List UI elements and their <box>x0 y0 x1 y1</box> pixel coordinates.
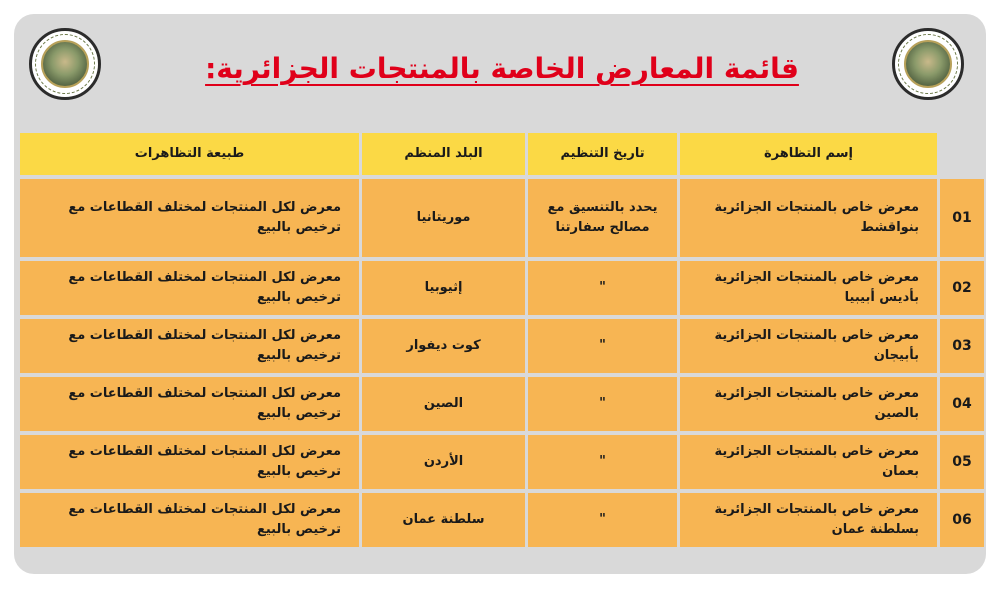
organizing-country-cell: موريتانيا <box>362 179 525 257</box>
event-name-cell: معرض خاص بالمنتجات الجزائرية بعمان <box>680 435 937 489</box>
organization-date-cell: " <box>528 377 677 431</box>
row-number: 05 <box>940 435 984 489</box>
seal-emblem <box>41 40 89 88</box>
row-number: 03 <box>940 319 984 373</box>
event-name-cell: معرض خاص بالمنتجات الجزائرية بنواقشط <box>680 179 937 257</box>
seal-emblem <box>904 40 952 88</box>
header-event-name: إسم التظاهرة <box>680 133 937 175</box>
event-nature-cell: معرض لكل المنتجات لمختلف القطاعات مع ترخيص بالبيع <box>20 261 359 315</box>
organizing-country-cell: الأردن <box>362 435 525 489</box>
emblem-seal-right <box>892 28 964 100</box>
event-nature-cell: معرض لكل المنتجات لمختلف القطاعات مع ترخيص بالبيع <box>20 493 359 547</box>
header-organization-date: تاريخ التنظيم <box>528 133 677 175</box>
organization-date-cell: يحدد بالتنسيق مع مصالح سفارتنا <box>528 179 677 257</box>
page-title: قائمة المعارض الخاصة بالمنتجات الجزائرية: <box>205 52 799 85</box>
event-nature-cell: معرض لكل المنتجات لمختلف القطاعات مع ترخيص بالبيع <box>20 377 359 431</box>
event-nature-cell: معرض لكل المنتجات لمختلف القطاعات مع ترخيص بالبيع <box>20 319 359 373</box>
organizing-country-cell: الصين <box>362 377 525 431</box>
header-event-nature: طبيعة التظاهرات <box>20 133 359 175</box>
header-organizing-country: البلد المنظم <box>362 133 525 175</box>
event-name-cell: معرض خاص بالمنتجات الجزائرية بالصين <box>680 377 937 431</box>
organizing-country-cell: كوت ديفوار <box>362 319 525 373</box>
event-nature-cell: معرض لكل المنتجات لمختلف القطاعات مع ترخيص بالبيع <box>20 435 359 489</box>
organization-date-cell: " <box>528 319 677 373</box>
organization-date-cell: " <box>528 435 677 489</box>
event-nature-cell: معرض لكل المنتجات لمختلف القطاعات مع ترخيص بالبيع <box>20 179 359 257</box>
row-number: 02 <box>940 261 984 315</box>
emblem-seal-left <box>29 28 101 100</box>
row-number: 06 <box>940 493 984 547</box>
organizing-country-cell: إثيوبيا <box>362 261 525 315</box>
organization-date-cell: " <box>528 261 677 315</box>
event-name-cell: معرض خاص بالمنتجات الجزائرية بأبيجان <box>680 319 937 373</box>
row-number: 04 <box>940 377 984 431</box>
row-number: 01 <box>940 179 984 257</box>
organizing-country-cell: سلطنة عمان <box>362 493 525 547</box>
organization-date-cell: " <box>528 493 677 547</box>
event-name-cell: معرض خاص بالمنتجات الجزائرية بأديس أبيبيا <box>680 261 937 315</box>
event-name-cell: معرض خاص بالمنتجات الجزائرية بسلطنة عمان <box>680 493 937 547</box>
